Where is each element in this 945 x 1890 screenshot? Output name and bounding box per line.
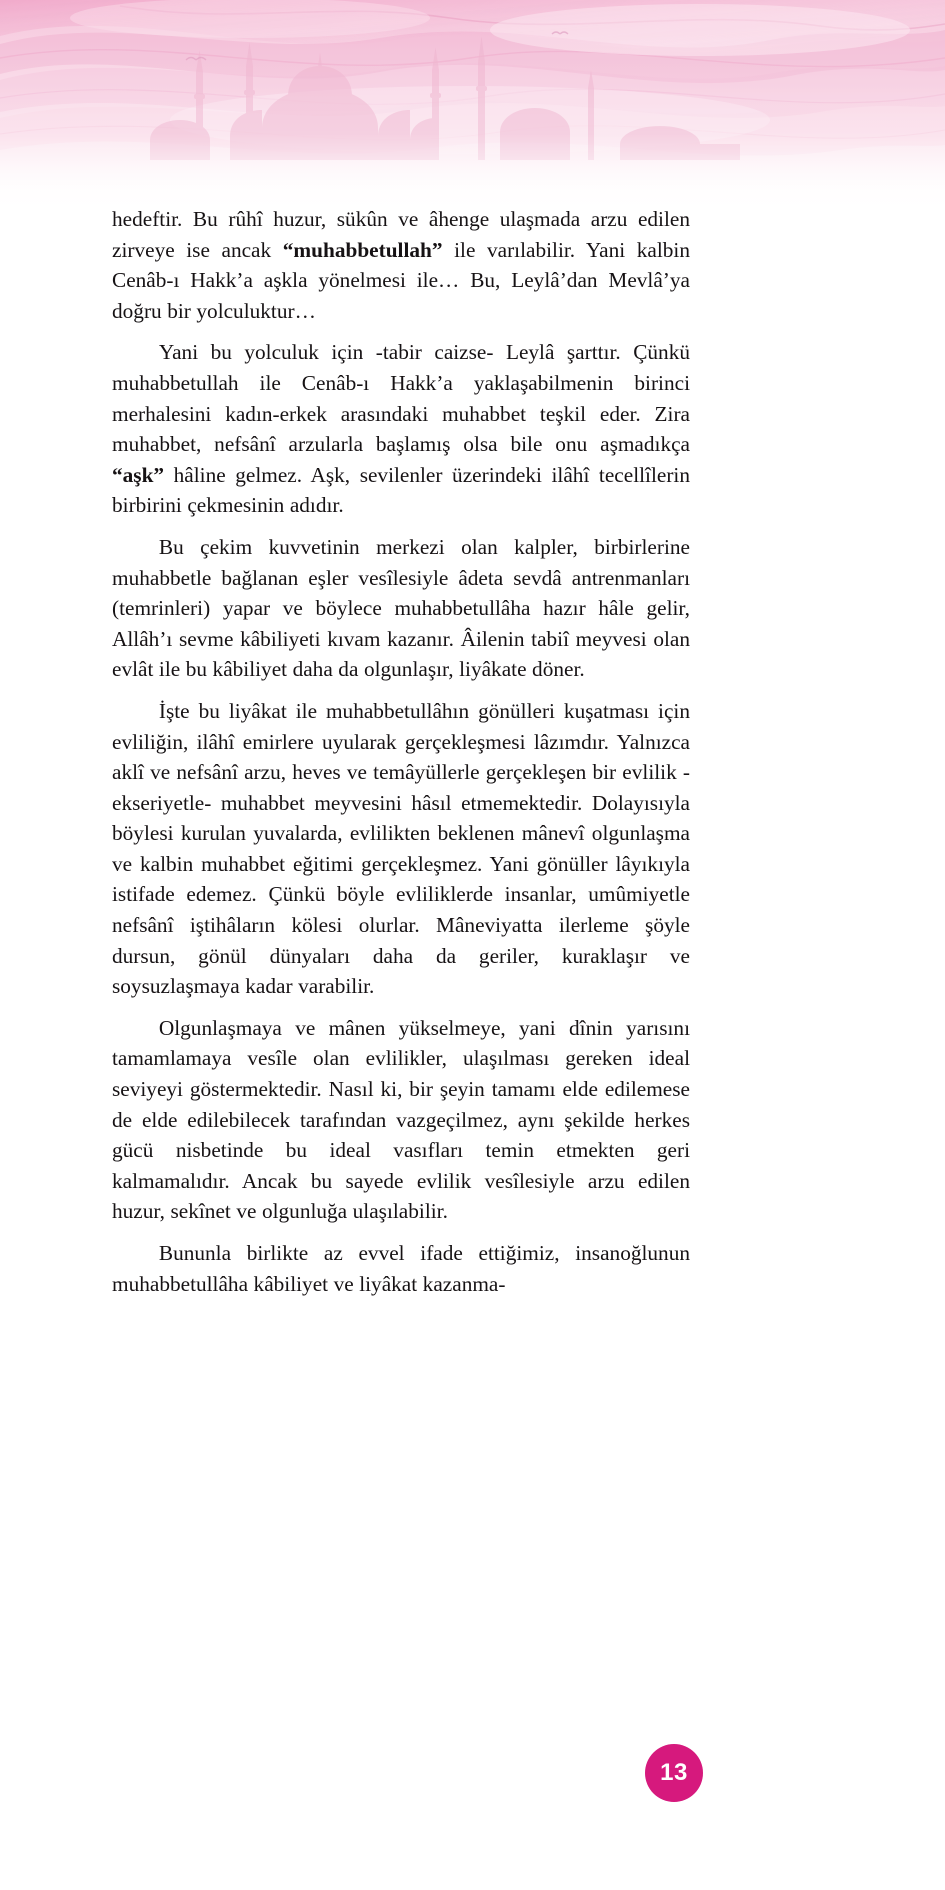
text-run: Yani bu yolculuk için -tabir caizse- Leylâ şarttır. Çünkü muhabbetullah ile Cenâb-ı Hakk’a yaklaşabilmenin birinci merhalesini kadın-erkek arasındaki muhabbet teşkil eder. Zira muhabbet, nefsânî arzularla başlamış olsa bile onu aşmadıkça — [112, 340, 690, 457]
body-text-column — [112, 204, 690, 1299]
paragraph — [112, 204, 690, 326]
text-run: hâline gelmez. Aşk, sevilenler üzerindeki ilâhî tecellîlerin birbirini çekmesinin adıdır. — [112, 462, 690, 518]
page-number-badge — [645, 1744, 703, 1802]
emphasized-term: “muhabbetullah” — [282, 237, 443, 262]
text-run: ile varılabilir. Yani kalbin Cenâb-ı Hakk’a aşkla yönelmesi ile… Bu, Leylâ’dan Mevlâ’ya doğru bir yolculuktur… — [112, 237, 690, 323]
text-run: Bununla birlikte az evvel ifade ettiğimiz, insanoğlunun muhabbetullâha kâbiliyet ve liyâkat kazanma- — [112, 1241, 690, 1296]
paragraph — [112, 696, 690, 1002]
text-run: Bu çekim kuvvetinin merkezi olan kalpler, birbirlerine muhabbetle bağlanan eşler vesîlesiyle âdeta sevdâ antrenmanları (temrinleri) yapar ve böylece muhabbetullâha hazır hâle gelir, Allâh’ı sevme kâbiliyeti kıvam kazanır. Âilenin tabiî meyvesi olan evlât ile bu kâbiliyet daha da olgunlaşır, liyâkate döner. — [112, 534, 690, 682]
paragraph — [112, 337, 690, 521]
text-run: İşte bu liyâkat ile muhabbetullâhın gönülleri kuşatması için evliliğin, ilâhî emirlere uyularak gerçekleşmesi lâzımdır. Yalnızca aklî ve nefsânî arzu, heves ve temâyüllerle gerçekleşen bir evlilik -ekseriyetle- muhabbet meyvesini hâsıl etmemektedir. Dolayısıyla böylesi kurulan yuvalarda, evlilikten beklenen mânevî olgunlaşma ve kalbin muhabbet eğitimi gerçekleşmez. Yani gönüller lâyıkıyla istifade edemez. Çünkü böyle evliliklerde insanlar, umûmiyetle nefsânî iştihâların kölesi olurlar. Mâneviyatta ilerleme şöyle dursun, gönül dünyaları daha da geriler, kuraklaşır ve soysuzlaşmaya kadar varabilir. — [112, 698, 690, 999]
emphasized-term: “aşk” — [112, 462, 165, 487]
text-run: hedeftir. Bu rûhî huzur, sükûn ve âhenge ulaşmada arzu edilen zirveye ise ancak — [112, 207, 690, 262]
paragraph — [112, 532, 690, 685]
header-fade-overlay — [0, 0, 945, 215]
text-run: Olgunlaşmaya ve mânen yükselmeye, yani dînin yarısını tamamlamaya vesîle olan evlilikler, ulaşılması gereken ideal seviyeyi göstermektedir. Nasıl ki, bir şeyin tamamı elde edilemese de elde edilebilecek tarafından vazgeçilmez, aynı şekilde herkes gücü nisbetinde bu ideal vasıfları temin etmekten geri kalmamalıdır. Ancak bu sayede evlilik vesîlesiyle arzu edilen huzur, sekînet ve olgunluğa ulaşılabilir. — [112, 1015, 690, 1224]
decorative-header-banner — [0, 0, 945, 215]
paragraph — [112, 1238, 690, 1299]
page-number-label: 13 — [660, 1759, 688, 1786]
paragraph — [112, 1013, 690, 1227]
